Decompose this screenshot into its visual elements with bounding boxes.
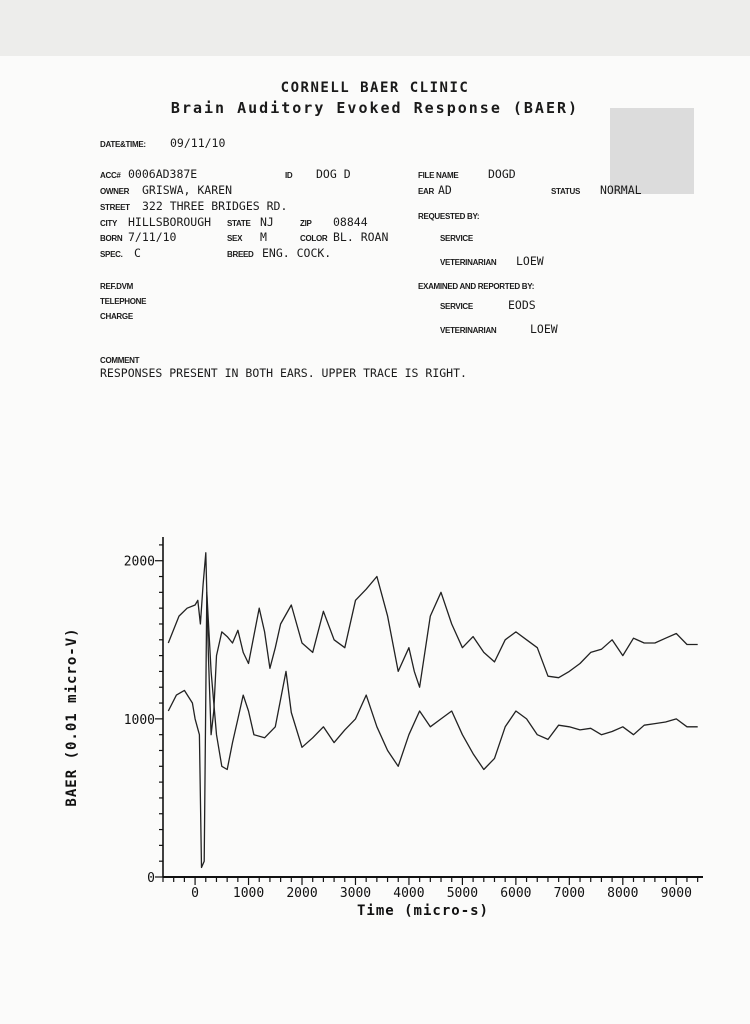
x-axis-title: Time (micro-s) (356, 903, 490, 919)
requested-by-label: REQUESTED BY: (418, 212, 480, 221)
city-value: HILLSBOROUGH (128, 215, 212, 229)
x-tick-label: 1000 (232, 886, 265, 901)
file-name-value: DOGD (488, 167, 516, 181)
x-tick-label: 6000 (500, 886, 532, 901)
veterinarian1-value: LOEW (516, 254, 544, 268)
telephone-label: TELEPHONE (100, 297, 147, 306)
report-title: Brain Auditory Evoked Response (BAER) (170, 99, 580, 117)
born-value: 7/11/10 (128, 230, 177, 244)
ear-label: EAR (418, 187, 434, 196)
x-tick-label: 0 (191, 886, 199, 901)
state-value: NJ (260, 215, 274, 229)
color-value: BL. ROAN (333, 230, 389, 244)
color-label: COLOR (300, 234, 328, 243)
spec-value: C (134, 246, 141, 260)
ear-value: AD (438, 183, 452, 197)
x-tick-label: 3000 (339, 886, 372, 901)
y-axis-title: BAER (0.01 micro-V) (64, 627, 80, 807)
datetime-value: 09/11/10 (170, 136, 226, 150)
street-label: STREET (100, 203, 130, 212)
status-label: STATUS (551, 187, 581, 196)
service2-value: EODS (508, 298, 536, 312)
state-label: STATE (227, 219, 251, 228)
acct-label: ACC# (100, 171, 121, 180)
acct-value: 0006AD387E (128, 167, 198, 181)
clinic-title: CORNELL BAER CLINIC (280, 80, 470, 96)
sex-label: SEX (227, 234, 243, 243)
id-label: ID (285, 171, 293, 180)
file-name-label: FILE NAME (418, 171, 459, 180)
x-tick-label: 4000 (393, 886, 425, 901)
x-tick-label: 8000 (607, 886, 639, 901)
sex-value: M (260, 230, 267, 244)
breed-value: ENG. COCK. (262, 246, 332, 260)
veterinarian2-label: VETERINARIAN (440, 326, 497, 335)
y-tick-label: 1000 (123, 712, 155, 728)
charge-label: CHARGE (100, 312, 133, 321)
comment-text: RESPONSES PRESENT IN BOTH EARS. UPPER TRACE IS RIGHT. (100, 366, 467, 380)
street-value: 322 THREE BRIDGES RD. (142, 199, 288, 213)
veterinarian2-value: LOEW (530, 322, 558, 336)
comment-label: COMMENT (100, 356, 140, 365)
zip-label: ZIP (300, 219, 312, 228)
breed-label: BREED (227, 250, 254, 259)
service1-label: SERVICE (440, 234, 473, 243)
x-tick-label: 2000 (286, 886, 318, 901)
ref-dvm-label: REF.DVM (100, 282, 134, 291)
owner-label: OWNER (100, 187, 130, 196)
id-value: DOG D (316, 167, 351, 181)
owner-value: GRISWA, KAREN (142, 183, 233, 197)
service2-label: SERVICE (440, 302, 473, 311)
spec-label: SPEC. (100, 250, 123, 259)
x-tick-label: 5000 (446, 886, 479, 901)
status-value: NORMAL (600, 183, 642, 197)
examined-label: EXAMINED AND REPORTED BY: (418, 282, 535, 291)
series-line-2 (168, 592, 697, 867)
datetime-label: DATE&TIME: (100, 140, 146, 149)
zip-value: 08844 (333, 215, 368, 229)
born-label: BORN (100, 234, 123, 243)
y-tick-label: 0 (147, 871, 155, 886)
veterinarian1-label: VETERINARIAN (440, 258, 497, 267)
x-tick-label: 7000 (553, 886, 585, 901)
city-label: CITY (100, 219, 118, 228)
y-tick-label: 2000 (123, 554, 155, 570)
x-tick-label: 9000 (660, 886, 692, 901)
